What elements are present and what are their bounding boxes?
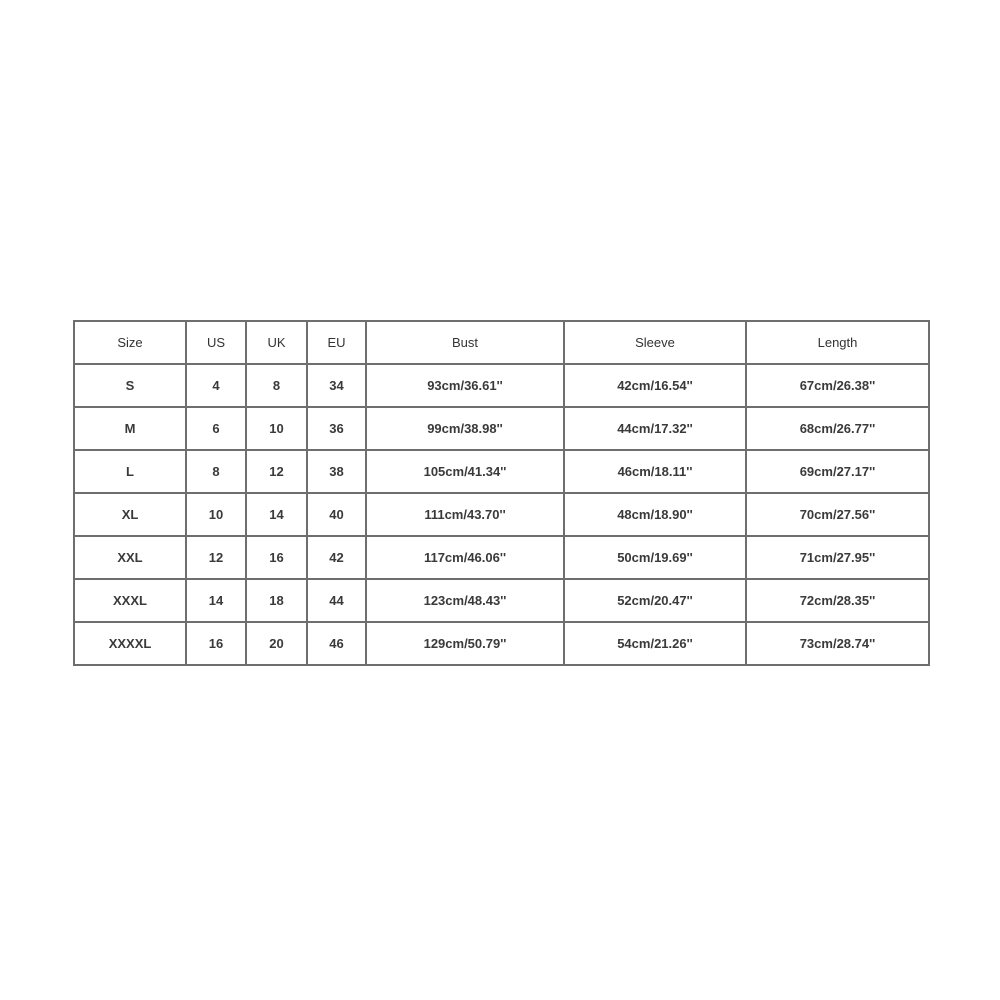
header-size: Size [74,321,186,364]
cell-sleeve: 42cm/16.54'' [564,364,746,407]
cell-eu: 42 [307,536,366,579]
cell-bust: 105cm/41.34'' [366,450,564,493]
cell-bust: 129cm/50.79'' [366,622,564,665]
header-sleeve: Sleeve [564,321,746,364]
table-header-row [74,321,929,364]
cell-length: 70cm/27.56'' [746,493,929,536]
cell-us: 12 [186,536,246,579]
table-row [74,536,929,579]
cell-size: XXL [74,536,186,579]
cell-uk: 12 [246,450,307,493]
cell-uk: 8 [246,364,307,407]
header-uk: UK [246,321,307,364]
header-length: Length [746,321,929,364]
cell-us: 6 [186,407,246,450]
cell-sleeve: 44cm/17.32'' [564,407,746,450]
cell-size: XXXXL [74,622,186,665]
header-eu: EU [307,321,366,364]
cell-bust: 117cm/46.06'' [366,536,564,579]
cell-size: XL [74,493,186,536]
cell-us: 14 [186,579,246,622]
table-row [74,493,929,536]
cell-size: L [74,450,186,493]
cell-eu: 34 [307,364,366,407]
cell-us: 4 [186,364,246,407]
table-row [74,407,929,450]
cell-uk: 18 [246,579,307,622]
cell-us: 10 [186,493,246,536]
size-chart-table [73,320,930,666]
cell-us: 16 [186,622,246,665]
cell-sleeve: 52cm/20.47'' [564,579,746,622]
cell-sleeve: 48cm/18.90'' [564,493,746,536]
cell-eu: 38 [307,450,366,493]
table-row [74,450,929,493]
cell-length: 67cm/26.38'' [746,364,929,407]
cell-sleeve: 46cm/18.11'' [564,450,746,493]
cell-size: M [74,407,186,450]
cell-eu: 36 [307,407,366,450]
cell-eu: 40 [307,493,366,536]
header-bust: Bust [366,321,564,364]
cell-uk: 20 [246,622,307,665]
cell-uk: 14 [246,493,307,536]
table-row [74,622,929,665]
cell-length: 72cm/28.35'' [746,579,929,622]
cell-bust: 123cm/48.43'' [366,579,564,622]
cell-size: XXXL [74,579,186,622]
cell-eu: 44 [307,579,366,622]
cell-length: 73cm/28.74'' [746,622,929,665]
cell-eu: 46 [307,622,366,665]
table-row [74,579,929,622]
cell-bust: 99cm/38.98'' [366,407,564,450]
cell-length: 68cm/26.77'' [746,407,929,450]
cell-us: 8 [186,450,246,493]
cell-size: S [74,364,186,407]
cell-sleeve: 54cm/21.26'' [564,622,746,665]
cell-bust: 93cm/36.61'' [366,364,564,407]
cell-uk: 16 [246,536,307,579]
cell-uk: 10 [246,407,307,450]
cell-length: 71cm/27.95'' [746,536,929,579]
cell-sleeve: 50cm/19.69'' [564,536,746,579]
cell-bust: 111cm/43.70'' [366,493,564,536]
cell-length: 69cm/27.17'' [746,450,929,493]
table-row [74,364,929,407]
header-us: US [186,321,246,364]
